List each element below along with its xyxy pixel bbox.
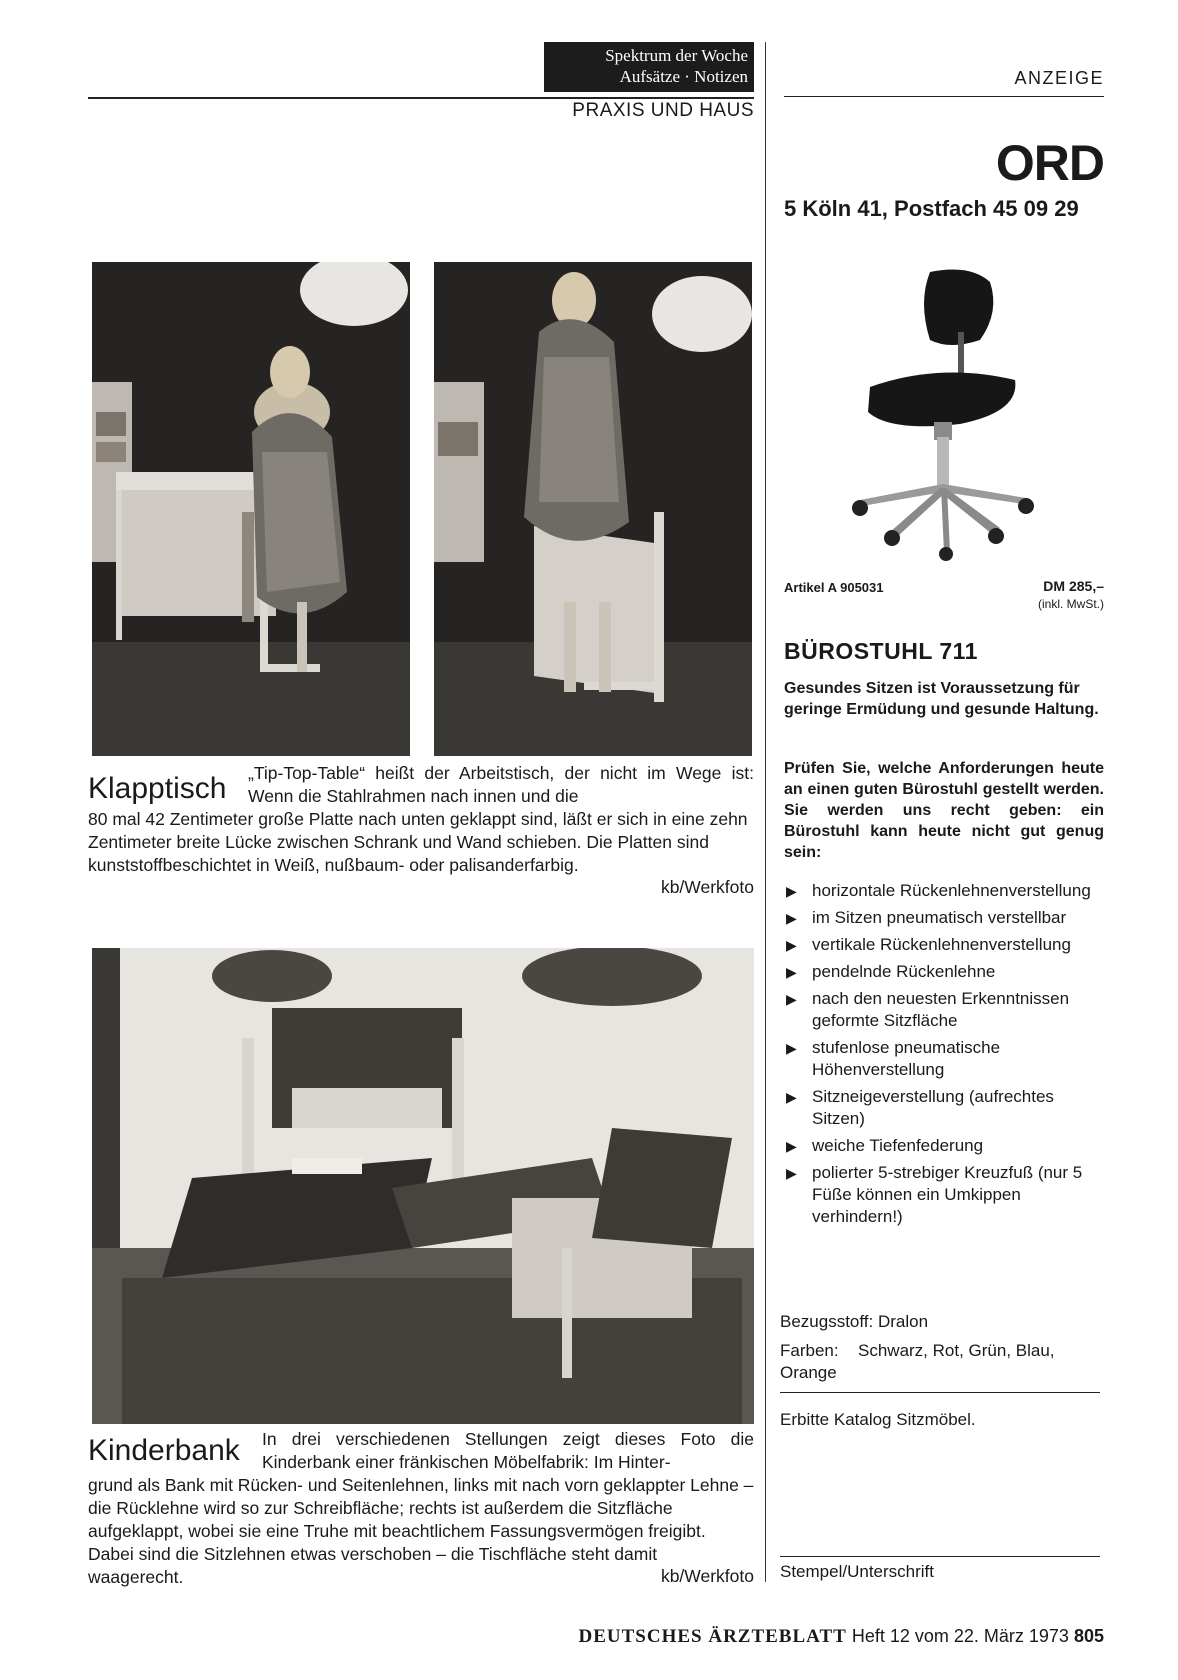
column-divider: [765, 42, 766, 1582]
feature-item: ▶ weiche Tiefenfederung: [786, 1136, 984, 1155]
article-title-klapptisch: Klapptisch: [88, 772, 227, 805]
article-number: Artikel A 905031: [784, 580, 884, 595]
signature-line: [780, 1556, 1100, 1557]
bullet-arrow-icon: ▶: [786, 991, 797, 1007]
bullet-arrow-icon: ▶: [786, 910, 797, 926]
feature-item: ▶ Sitzneigeverstellung (aufrechtes Sitzen): [786, 1087, 1054, 1128]
page-number: 805: [1073, 1626, 1104, 1646]
feature-item: ▶ im Sitzen pneumatisch verstellbar: [786, 908, 1067, 927]
article-text-kinderbank-body: grund als Bank mit Rücken- und Seitenlehnen, links mit nach vorn geklappter Lehne – die Rücklehne wird so zur Schreibfläche; rechts ist außerdem die Sitzfläche aufgeklappt, wobei sie eine Truhe mit beachtlichem Fassungsvermögen freigibt. Dabei sind die Sitzlehnen etwas verschoben – die Tischfläche steht damit waagerecht.: [88, 1475, 754, 1587]
office-chair-image: [840, 262, 1040, 562]
bullet-arrow-icon: ▶: [786, 1165, 797, 1181]
feature-item: ▶ nach den neuesten Erkenntnissen geformte Sitzfläche: [786, 989, 1070, 1030]
section-label-line2: Aufsätze · Notizen: [619, 67, 748, 86]
feature-list: [784, 880, 1104, 1233]
feature-item: ▶ horizontale Rückenlehnenverstellung: [786, 881, 1091, 900]
header-rule-right: [784, 96, 1104, 97]
ad-brand: ORD: [995, 135, 1104, 191]
colors-label: Farben:: [780, 1341, 839, 1360]
colors-value: Schwarz, Rot, Grün, Blau, Orange: [780, 1341, 1055, 1382]
price: DM 285,–: [1043, 578, 1104, 594]
photo-klapptisch-folding: [434, 262, 752, 756]
coupon-rule-top: [780, 1392, 1100, 1393]
vat-note: (inkl. MwSt.): [1038, 597, 1104, 611]
journal-name: DEUTSCHES ÄRZTEBLATT: [578, 1626, 847, 1647]
photo-credit: kb/Werkfoto: [660, 877, 754, 897]
feature-item: ▶ pendelnde Rückenlehne: [786, 962, 996, 981]
article-title-kinderbank: Kinderbank: [88, 1434, 240, 1467]
bullet-arrow-icon: ▶: [786, 964, 797, 980]
ad-address: 5 Köln 41, Postfach 45 09 29: [784, 196, 1079, 221]
bullet-arrow-icon: ▶: [786, 1089, 797, 1105]
article-text-klapptisch-intro: „Tip-Top-Table“ heißt der Arbeitstisch, der nicht im Wege ist: Wenn die Stahlrahmen nach innen und die: [248, 763, 754, 806]
ad-label: ANZEIGE: [1014, 68, 1104, 88]
header-rule-left: [88, 97, 754, 99]
section-subtitle: PRAXIS UND HAUS: [572, 100, 754, 121]
feature-item: ▶ stufenlose pneumatische Höhenverstellung: [786, 1038, 1001, 1079]
feature-item: ▶ vertikale Rückenlehnenverstellung: [786, 935, 1071, 954]
color-info: [780, 1340, 1100, 1384]
bullet-arrow-icon: ▶: [786, 1138, 797, 1154]
product-name: BÜROSTUHL 711: [784, 638, 978, 664]
photo-credit: kb/Werkfoto: [660, 1566, 754, 1586]
ad-lead-2: Prüfen Sie, welche Anforderungen heute an einen guten Bürostuhl gestellt werden. Sie werden uns recht geben: ein Bürostuhl kann heute nicht gut genug sein:: [784, 760, 1104, 861]
catalog-request: Erbitte Katalog Sitzmöbel.: [780, 1410, 976, 1429]
fabric-info: Bezugsstoff: Dralon: [780, 1312, 929, 1331]
bullet-arrow-icon: ▶: [786, 937, 797, 953]
photo-kinderbank: [92, 948, 754, 1424]
signature-label: Stempel/Unterschrift: [780, 1562, 934, 1581]
ad-lead: Gesundes Sitzen ist Voraussetzung für geringe Ermüdung und gesunde Haltung.: [784, 680, 1099, 718]
article-text-klapptisch-body: 80 mal 42 Zentimeter große Platte nach unten geklappt sind, läßt er sich in eine zehn Zentimeter breite Lücke zwischen Schrank und Wand schieben. Die Platten sind kunststoffbeschichtet in Weiß, nußbaum- oder palisanderfarbig.: [88, 809, 748, 875]
issue-info: Heft 12 vom 22. März 1973: [851, 1626, 1069, 1646]
section-label-line1: Spektrum der Woche: [605, 46, 748, 65]
article-text-kinderbank-intro: In drei verschiedenen Stellungen zeigt dieses Foto die Kinderbank einer fränkischen Möbelfabrik: Im Hinter-: [262, 1429, 754, 1472]
feature-item: ▶ polierter 5-strebiger Kreuzfuß (nur 5 Füße können ein Umkippen verhindern!): [786, 1163, 1083, 1226]
photo-klapptisch-open: [92, 262, 410, 756]
section-label-box: [544, 42, 754, 92]
page-footer: [100, 1626, 1104, 1648]
bullet-arrow-icon: ▶: [786, 1040, 797, 1056]
bullet-arrow-icon: ▶: [786, 883, 797, 899]
